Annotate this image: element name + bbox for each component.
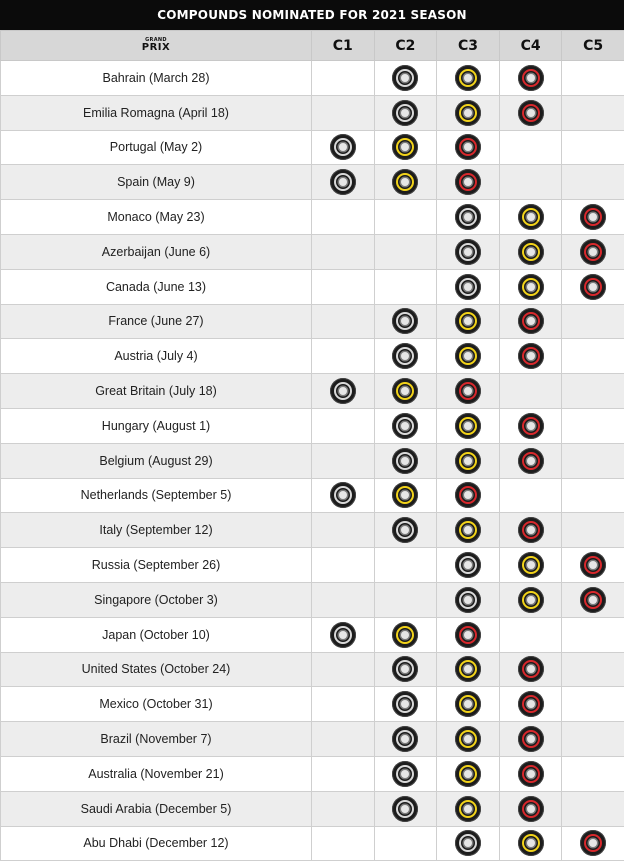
- compound-cell-c4: [499, 513, 562, 548]
- tyre-medium-icon: [455, 308, 481, 334]
- tyre-hard-icon: [455, 552, 481, 578]
- tyre-medium-icon: [455, 691, 481, 717]
- race-name: Monaco (May 23): [1, 200, 312, 235]
- compound-cell-c3: [437, 652, 500, 687]
- compound-cell-c5: [562, 130, 624, 165]
- compound-cell-c3: [437, 269, 500, 304]
- compound-cell-c1: [312, 130, 375, 165]
- compound-cell-c3: [437, 582, 500, 617]
- compound-cell-c2: [374, 61, 437, 96]
- race-name: Belgium (August 29): [1, 443, 312, 478]
- tyre-hard-icon: [392, 100, 418, 126]
- tyre-soft-icon: [518, 65, 544, 91]
- tyre-soft-icon: [580, 587, 606, 613]
- tyre-soft-icon: [518, 656, 544, 682]
- compound-cell-c2: [374, 652, 437, 687]
- tyre-medium-icon: [392, 378, 418, 404]
- compound-cell-c2: [374, 269, 437, 304]
- table-row: [1, 408, 624, 443]
- compound-cell-c5: [562, 652, 624, 687]
- compound-cell-c4: [499, 443, 562, 478]
- tyre-hard-icon: [392, 448, 418, 474]
- compound-cell-c5: [562, 756, 624, 791]
- compound-cell-c1: [312, 548, 375, 583]
- compound-cell-c2: [374, 722, 437, 757]
- tyre-hard-icon: [330, 482, 356, 508]
- tyre-hard-icon: [392, 691, 418, 717]
- race-name: Japan (October 10): [1, 617, 312, 652]
- table-row: [1, 200, 624, 235]
- compound-header-c4: C4: [499, 31, 562, 61]
- compound-cell-c3: [437, 234, 500, 269]
- tyre-hard-icon: [392, 65, 418, 91]
- tyre-hard-icon: [392, 726, 418, 752]
- page-title: COMPOUNDS NOMINATED FOR 2021 SEASON: [157, 8, 467, 22]
- tyre-medium-icon: [455, 656, 481, 682]
- tyre-medium-icon: [518, 274, 544, 300]
- race-name: Abu Dhabi (December 12): [1, 826, 312, 861]
- tyre-hard-icon: [455, 830, 481, 856]
- tyre-soft-icon: [518, 691, 544, 717]
- tyre-hard-icon: [392, 796, 418, 822]
- compound-cell-c5: [562, 408, 624, 443]
- table-row: [1, 130, 624, 165]
- table-row: [1, 443, 624, 478]
- compound-header-c5: C5: [562, 31, 624, 61]
- compound-cell-c5: [562, 722, 624, 757]
- compound-cell-c1: [312, 513, 375, 548]
- race-name: Italy (September 12): [1, 513, 312, 548]
- compound-cell-c4: [499, 269, 562, 304]
- compound-cell-c3: [437, 756, 500, 791]
- table-row: [1, 95, 624, 130]
- tyre-medium-icon: [518, 587, 544, 613]
- tyre-soft-icon: [518, 517, 544, 543]
- compound-cell-c1: [312, 61, 375, 96]
- tyre-medium-icon: [455, 726, 481, 752]
- compound-cell-c2: [374, 548, 437, 583]
- tyre-medium-icon: [392, 622, 418, 648]
- table-row: [1, 722, 624, 757]
- compound-cell-c3: [437, 443, 500, 478]
- header-row: [1, 31, 624, 61]
- compound-cell-c5: [562, 513, 624, 548]
- compound-cell-c2: [374, 582, 437, 617]
- tyre-medium-icon: [455, 343, 481, 369]
- tyre-soft-icon: [580, 830, 606, 856]
- tyre-medium-icon: [392, 134, 418, 160]
- compound-cell-c1: [312, 756, 375, 791]
- compound-cell-c3: [437, 304, 500, 339]
- table-row: [1, 826, 624, 861]
- tyre-soft-icon: [518, 413, 544, 439]
- compound-cell-c2: [374, 443, 437, 478]
- compound-cell-c3: [437, 791, 500, 826]
- tyre-medium-icon: [518, 239, 544, 265]
- compound-cell-c1: [312, 269, 375, 304]
- compound-cell-c4: [499, 130, 562, 165]
- tyre-hard-icon: [392, 413, 418, 439]
- tyre-hard-icon: [330, 622, 356, 648]
- table-row: [1, 478, 624, 513]
- compound-cell-c5: [562, 95, 624, 130]
- compound-cell-c4: [499, 339, 562, 374]
- tyre-soft-icon: [580, 239, 606, 265]
- tyre-hard-icon: [392, 517, 418, 543]
- compound-cell-c1: [312, 722, 375, 757]
- race-name: Great Britain (July 18): [1, 374, 312, 409]
- compound-cell-c5: [562, 687, 624, 722]
- compound-cell-c1: [312, 652, 375, 687]
- tyre-medium-icon: [518, 552, 544, 578]
- tyre-hard-icon: [330, 169, 356, 195]
- compound-cell-c1: [312, 95, 375, 130]
- compound-cell-c2: [374, 756, 437, 791]
- compound-cell-c4: [499, 582, 562, 617]
- compound-cell-c2: [374, 234, 437, 269]
- tyre-soft-icon: [518, 343, 544, 369]
- tyre-soft-icon: [455, 482, 481, 508]
- grand-prix-logo: [142, 38, 170, 53]
- race-name: Spain (May 9): [1, 165, 312, 200]
- table-row: [1, 652, 624, 687]
- tyre-soft-icon: [580, 204, 606, 230]
- compound-cell-c5: [562, 200, 624, 235]
- compound-cell-c4: [499, 165, 562, 200]
- tyre-soft-icon: [518, 308, 544, 334]
- compound-cell-c5: [562, 234, 624, 269]
- compound-cell-c4: [499, 687, 562, 722]
- compound-cell-c3: [437, 339, 500, 374]
- compound-cell-c4: [499, 722, 562, 757]
- tyre-medium-icon: [455, 761, 481, 787]
- race-name: Emilia Romagna (April 18): [1, 95, 312, 130]
- compound-cell-c1: [312, 234, 375, 269]
- compound-cell-c3: [437, 408, 500, 443]
- table-row: [1, 513, 624, 548]
- compound-cell-c4: [499, 478, 562, 513]
- compound-cell-c5: [562, 826, 624, 861]
- table-row: [1, 339, 624, 374]
- tyre-hard-icon: [392, 343, 418, 369]
- compound-header-c3: C3: [437, 31, 500, 61]
- race-name: Brazil (November 7): [1, 722, 312, 757]
- tyre-soft-icon: [518, 100, 544, 126]
- race-name: Saudi Arabia (December 5): [1, 791, 312, 826]
- tyre-hard-icon: [455, 274, 481, 300]
- race-name: Canada (June 13): [1, 269, 312, 304]
- race-name: Russia (September 26): [1, 548, 312, 583]
- table-row: [1, 269, 624, 304]
- compound-cell-c5: [562, 791, 624, 826]
- race-name: United States (October 24): [1, 652, 312, 687]
- race-name: France (June 27): [1, 304, 312, 339]
- table-row: [1, 617, 624, 652]
- tyre-hard-icon: [330, 134, 356, 160]
- table-row: [1, 756, 624, 791]
- compound-header-c1: C1: [312, 31, 375, 61]
- compound-cell-c3: [437, 374, 500, 409]
- race-name: Azerbaijan (June 6): [1, 234, 312, 269]
- tyre-soft-icon: [518, 448, 544, 474]
- table-row: [1, 374, 624, 409]
- compound-cell-c3: [437, 165, 500, 200]
- compound-cell-c2: [374, 374, 437, 409]
- table-row: [1, 165, 624, 200]
- compound-cell-c2: [374, 339, 437, 374]
- compound-cell-c4: [499, 652, 562, 687]
- compound-cell-c3: [437, 548, 500, 583]
- compound-cell-c3: [437, 200, 500, 235]
- grand-prix-header: [1, 31, 312, 61]
- compound-cell-c2: [374, 130, 437, 165]
- tyre-medium-icon: [455, 100, 481, 126]
- tyre-soft-icon: [518, 726, 544, 752]
- compound-cell-c4: [499, 374, 562, 409]
- compound-header-c2: C2: [374, 31, 437, 61]
- compound-cell-c3: [437, 95, 500, 130]
- compound-cell-c4: [499, 200, 562, 235]
- compound-cell-c5: [562, 582, 624, 617]
- compound-cell-c3: [437, 826, 500, 861]
- compound-cell-c4: [499, 408, 562, 443]
- compound-cell-c4: [499, 617, 562, 652]
- table-row: [1, 304, 624, 339]
- compound-cell-c2: [374, 513, 437, 548]
- tyre-medium-icon: [518, 830, 544, 856]
- tyre-medium-icon: [392, 169, 418, 195]
- compound-cell-c1: [312, 304, 375, 339]
- compound-cell-c2: [374, 791, 437, 826]
- tyre-soft-icon: [455, 622, 481, 648]
- compound-cell-c1: [312, 443, 375, 478]
- table-row: [1, 234, 624, 269]
- race-name: Bahrain (March 28): [1, 61, 312, 96]
- compound-cell-c3: [437, 478, 500, 513]
- race-name: Hungary (August 1): [1, 408, 312, 443]
- compound-cell-c4: [499, 234, 562, 269]
- logo-small-text: GRAND: [142, 38, 170, 43]
- tyre-hard-icon: [330, 378, 356, 404]
- tyre-medium-icon: [455, 448, 481, 474]
- race-name: Australia (November 21): [1, 756, 312, 791]
- compound-cell-c5: [562, 269, 624, 304]
- race-name: Netherlands (September 5): [1, 478, 312, 513]
- table-row: [1, 61, 624, 96]
- compound-cell-c1: [312, 582, 375, 617]
- compound-cell-c3: [437, 513, 500, 548]
- compound-cell-c2: [374, 95, 437, 130]
- tyre-hard-icon: [455, 587, 481, 613]
- race-name: Austria (July 4): [1, 339, 312, 374]
- tyre-hard-icon: [392, 656, 418, 682]
- compound-cell-c3: [437, 687, 500, 722]
- compound-cell-c2: [374, 826, 437, 861]
- compound-cell-c1: [312, 826, 375, 861]
- logo-big-text: PRIX: [142, 43, 170, 53]
- compound-cell-c4: [499, 826, 562, 861]
- compound-cell-c1: [312, 687, 375, 722]
- tyre-soft-icon: [455, 134, 481, 160]
- compound-cell-c2: [374, 478, 437, 513]
- tyre-soft-icon: [580, 274, 606, 300]
- compounds-table: [0, 30, 624, 861]
- table-row: [1, 582, 624, 617]
- tyre-soft-icon: [580, 552, 606, 578]
- compound-cell-c3: [437, 617, 500, 652]
- compound-cell-c1: [312, 165, 375, 200]
- tyre-soft-icon: [455, 378, 481, 404]
- compound-cell-c4: [499, 95, 562, 130]
- tyre-hard-icon: [455, 204, 481, 230]
- compound-cell-c1: [312, 617, 375, 652]
- compound-cell-c2: [374, 165, 437, 200]
- compound-cell-c1: [312, 791, 375, 826]
- compound-cell-c1: [312, 200, 375, 235]
- compound-cell-c5: [562, 443, 624, 478]
- compound-cell-c5: [562, 304, 624, 339]
- compound-cell-c4: [499, 304, 562, 339]
- tyre-hard-icon: [455, 239, 481, 265]
- compound-cell-c2: [374, 408, 437, 443]
- compound-cell-c4: [499, 756, 562, 791]
- compound-cell-c4: [499, 61, 562, 96]
- race-name: Singapore (October 3): [1, 582, 312, 617]
- race-name: Mexico (October 31): [1, 687, 312, 722]
- compound-cell-c5: [562, 165, 624, 200]
- compound-cell-c1: [312, 374, 375, 409]
- tyre-medium-icon: [455, 796, 481, 822]
- compound-cell-c5: [562, 339, 624, 374]
- tyre-soft-icon: [455, 169, 481, 195]
- table-row: [1, 687, 624, 722]
- table-row: [1, 548, 624, 583]
- tyre-medium-icon: [518, 204, 544, 230]
- tyre-medium-icon: [455, 65, 481, 91]
- title-bar: [0, 0, 624, 30]
- table-row: [1, 791, 624, 826]
- tyre-soft-icon: [518, 761, 544, 787]
- race-name: Portugal (May 2): [1, 130, 312, 165]
- tyre-medium-icon: [455, 413, 481, 439]
- tyre-soft-icon: [518, 796, 544, 822]
- compound-cell-c2: [374, 687, 437, 722]
- compound-cell-c2: [374, 200, 437, 235]
- compound-cell-c5: [562, 478, 624, 513]
- compound-cell-c1: [312, 339, 375, 374]
- compound-cell-c3: [437, 722, 500, 757]
- compound-cell-c5: [562, 374, 624, 409]
- tyre-medium-icon: [392, 482, 418, 508]
- compound-cell-c3: [437, 130, 500, 165]
- compound-cell-c5: [562, 548, 624, 583]
- compound-cell-c5: [562, 61, 624, 96]
- compound-cell-c4: [499, 791, 562, 826]
- compound-cell-c2: [374, 617, 437, 652]
- compound-cell-c3: [437, 61, 500, 96]
- race-rows: [1, 61, 624, 861]
- compound-cell-c1: [312, 408, 375, 443]
- tyre-hard-icon: [392, 308, 418, 334]
- tyre-medium-icon: [455, 517, 481, 543]
- compound-cell-c1: [312, 478, 375, 513]
- compound-cell-c2: [374, 304, 437, 339]
- tyre-hard-icon: [392, 761, 418, 787]
- compound-cell-c5: [562, 617, 624, 652]
- compound-cell-c4: [499, 548, 562, 583]
